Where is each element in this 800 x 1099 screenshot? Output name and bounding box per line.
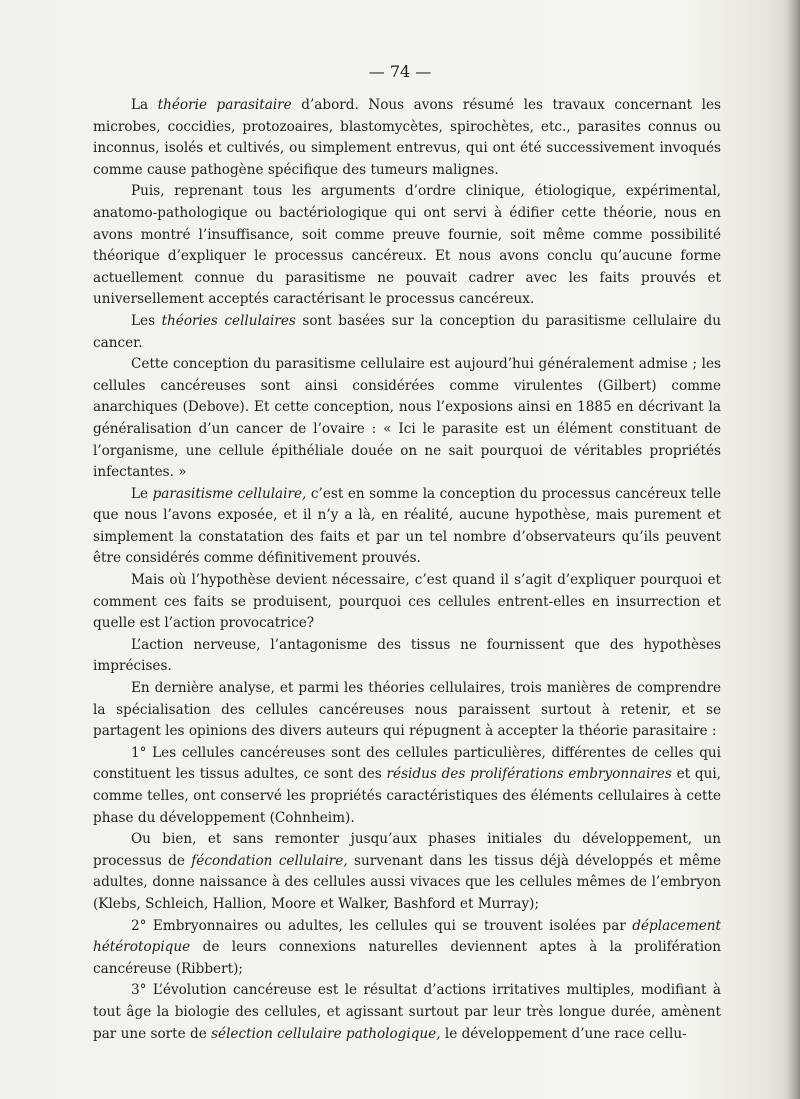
paragraph: Puis, reprenant tous les arguments d’ordre clinique, étiologique, expérimental, anatomo-pathologique ou bactériologique qui ont servi à édifier cette théorie, nous en avons montré l’insuffisance, soit comme preuve fournie, soit même comme possibilité théorique d’expliquer le processus cancéreux. Et nous avons conclu qu’aucune forme actuellement connue du parasitisme ne pouvait cadrer avec les faits prouvés et universellement acceptés caractérisant le processus cancéreux.	[93, 183, 721, 308]
italic-term: théorie parasitaire	[157, 97, 292, 113]
italic-term: déplacement hétérotopique	[93, 917, 721, 956]
paragraph: En dernière analyse, et parmi les théories cellulaires, trois manières de comprendre la spécialisation des cellules cancéreuses nous paraissent surtout à retenir, et se partagent les opinions des divers auteurs qui répugnent à accepter la théorie parasitaire :	[93, 680, 721, 740]
paragraph: Les théories cellulaires sont basées sur la conception du parasitisme cellulaire du cancer.	[93, 312, 722, 351]
body-text	[93, 95, 721, 1045]
paragraph: Le parasitisme cellulaire, c’est en somme la conception du processus cancéreux telle que nous l’avons exposée, et il n’y a là, en réalité, aucune hypothèse, mais purement et simplement la constatation des faits et par un tel nombre d’observateurs qu’ils peuvent être considérés comme définitivement prouvés.	[93, 485, 721, 567]
paragraph: La théorie parasitaire d’abord. Nous avons résumé les travaux concernant les microbes, coccidies, protozoaires, blastomycètes, spirochètes, etc., parasites connus ou inconnus, isolés et cultivés, ou simplement entrevus, qui ont été successivement invoqués comme cause pathogène spécifique des tumeurs malignes.	[93, 97, 721, 178]
paragraph: L’action nerveuse, l’antagonisme des tissus ne fournissent que des hypothèses imprécises.	[93, 636, 721, 675]
paragraph: Cette conception du parasitisme cellulaire est aujourd’hui généralement admise ; les cellules cancéreuses sont ainsi considérées comme virulentes (Gilbert) comme anarchiques (Debove). Et cette conception, nous l’exposions ainsi en 1885 en décrivant la généralisation d’un cancer de l’ovaire : « Ici le parasite est un élément constituant de l’organisme, une cellule épithéliale douée on ne sait pourquoi de véritables propriétés infectantes. »	[93, 356, 721, 481]
list-item-paragraph: 2° Embryonnaires ou adultes, les cellules qui se trouvent isolées par déplacement hétérotopique de leurs connexions naturelles deviennent aptes à la prolifération cancéreuse (Ribbert);	[93, 917, 721, 977]
page-number: — 74 —	[368, 62, 432, 81]
paragraph: Ou bien, et sans remonter jusqu’aux phases initiales du développement, un processus de fécondation cellulaire, survenant dans les tissus déjà développés et même adultes, donne naissance à des cellules aussi vivaces que les cellules mêmes de l’embryon (Klebs, Schleich, Hallion, Moore et Walker, Bashford et Murray);	[93, 831, 721, 912]
italic-term: sélection cellulaire pathologique,	[211, 1025, 441, 1042]
list-item-paragraph: 1° Les cellules cancéreuses sont des cellules particulières, différentes de celles qui constituent les tissus adultes, ce sont des résidus des proliférations embryonnaires et qui, comme telles, ont conservé les propriétés caractéristiques des éléments cellulaires à cette phase du développement (Cohnheim).	[93, 744, 721, 826]
paragraph: Mais où l’hypothèse devient nécessaire, c’est quand il s’agit d’expliquer pourquoi et comment ces faits se produisent, pourquoi ces cellules entrent-elles en insurrection et quelle est l’action provocatrice?	[93, 572, 721, 632]
italic-term: fécondation cellulaire,	[191, 852, 348, 869]
italic-term: théories cellulaires	[161, 312, 296, 329]
italic-term: parasitisme cellulaire,	[152, 485, 307, 502]
italic-term: résidus des proliférations embryonnaires	[386, 766, 672, 783]
page-edge-shadow	[786, 0, 800, 1099]
list-item-paragraph: 3° L’évolution cancéreuse est le résultat d’actions irritatives multiples, modifiant à tout âge la biologie des cellules, et agissant surtout par leur très longue durée, amènent par une sorte de sélection cellulaire pathologique, le développement d’une race cellu-	[93, 982, 721, 1042]
